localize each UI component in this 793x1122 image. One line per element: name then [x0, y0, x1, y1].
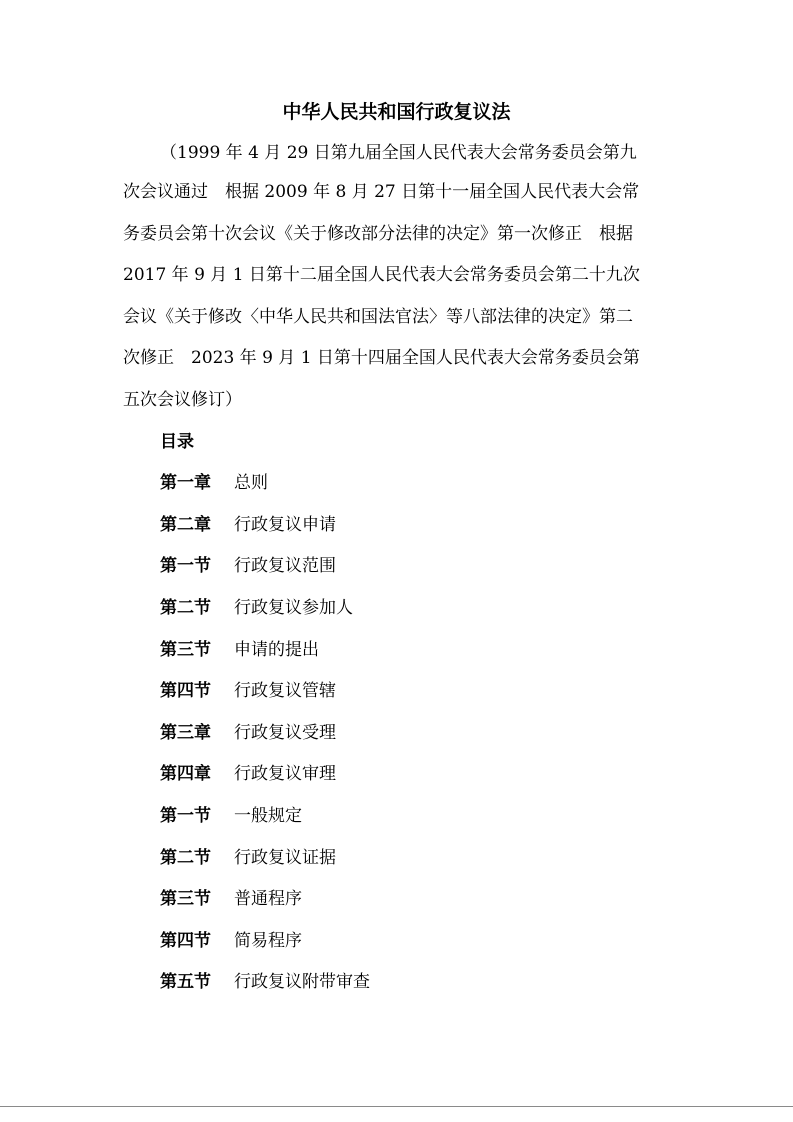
toc-entry-text: 总则 — [234, 473, 268, 493]
toc-entry-label: 第三章 — [160, 723, 211, 743]
toc-entry-text: 普通程序 — [234, 889, 302, 909]
preamble-line: 会议《关于修改〈中华人民共和国法官法〉等八部法律的决定》第二 — [123, 307, 633, 327]
toc-entry-label: 第二节 — [160, 598, 211, 618]
toc-entry-text: 行政复议审理 — [234, 764, 336, 784]
toc-entry — [160, 679, 336, 703]
toc-entry — [160, 596, 353, 620]
toc-entry — [160, 804, 302, 828]
preamble-line: 五次会议修订） — [123, 390, 242, 410]
preamble-line: 次会议通过 根据 2009 年 8 月 27 日第十一届全国人民代表大会常 — [123, 182, 640, 202]
toc-entry-text: 行政复议受理 — [234, 723, 336, 743]
toc-entry — [160, 471, 268, 495]
preamble-line: （1999 年 4 月 29 日第九届全国人民代表大会常务委员会第九 — [160, 143, 637, 163]
toc-entry-text: 行政复议附带审查 — [234, 972, 370, 992]
toc-entry — [160, 513, 336, 537]
preamble-line: 务委员会第十次会议《关于修改部分法律的决定》第一次修正 根据 — [123, 224, 633, 244]
toc-entry-text: 行政复议证据 — [234, 848, 336, 868]
toc-entry-label: 第一章 — [160, 473, 211, 493]
document-title: 中华人民共和国行政复议法 — [282, 101, 511, 123]
preamble-line: 次修正 2023 年 9 月 1 日第十四届全国人民代表大会常务委员会第 — [123, 348, 640, 368]
toc-entry — [160, 970, 370, 994]
toc-entry-text: 简易程序 — [234, 931, 302, 951]
page-bottom-divider — [0, 1106, 793, 1107]
toc-entry-text: 行政复议管辖 — [234, 681, 336, 701]
toc-entry-label: 第五节 — [160, 972, 211, 992]
toc-entry-label: 第二章 — [160, 515, 211, 535]
toc-entry-label: 第三节 — [160, 640, 211, 660]
toc-entry-label: 第四节 — [160, 931, 211, 951]
toc-entry — [160, 762, 336, 786]
toc-entry-text: 行政复议参加人 — [234, 598, 353, 618]
toc-entry-label: 第二节 — [160, 848, 211, 868]
toc-heading: 目录 — [160, 432, 194, 452]
toc-entry-label: 第四节 — [160, 681, 211, 701]
toc-entry-text: 申请的提出 — [234, 640, 319, 660]
toc-entry-label: 第四章 — [160, 764, 211, 784]
toc-entry — [160, 721, 336, 745]
toc-entry-text: 行政复议申请 — [234, 515, 336, 535]
toc-entry-label: 第一节 — [160, 556, 211, 576]
toc-entry — [160, 554, 336, 578]
toc-entry-text: 一般规定 — [234, 806, 302, 826]
toc-entry-label: 第三节 — [160, 889, 211, 909]
preamble-line: 2017 年 9 月 1 日第十二届全国人民代表大会常务委员会第二十九次 — [123, 265, 640, 285]
toc-entry-label: 第一节 — [160, 806, 211, 826]
toc-entry-text: 行政复议范围 — [234, 556, 336, 576]
toc-entry — [160, 887, 302, 911]
toc-entry — [160, 846, 336, 870]
toc-entry — [160, 929, 302, 953]
toc-entry — [160, 638, 319, 662]
